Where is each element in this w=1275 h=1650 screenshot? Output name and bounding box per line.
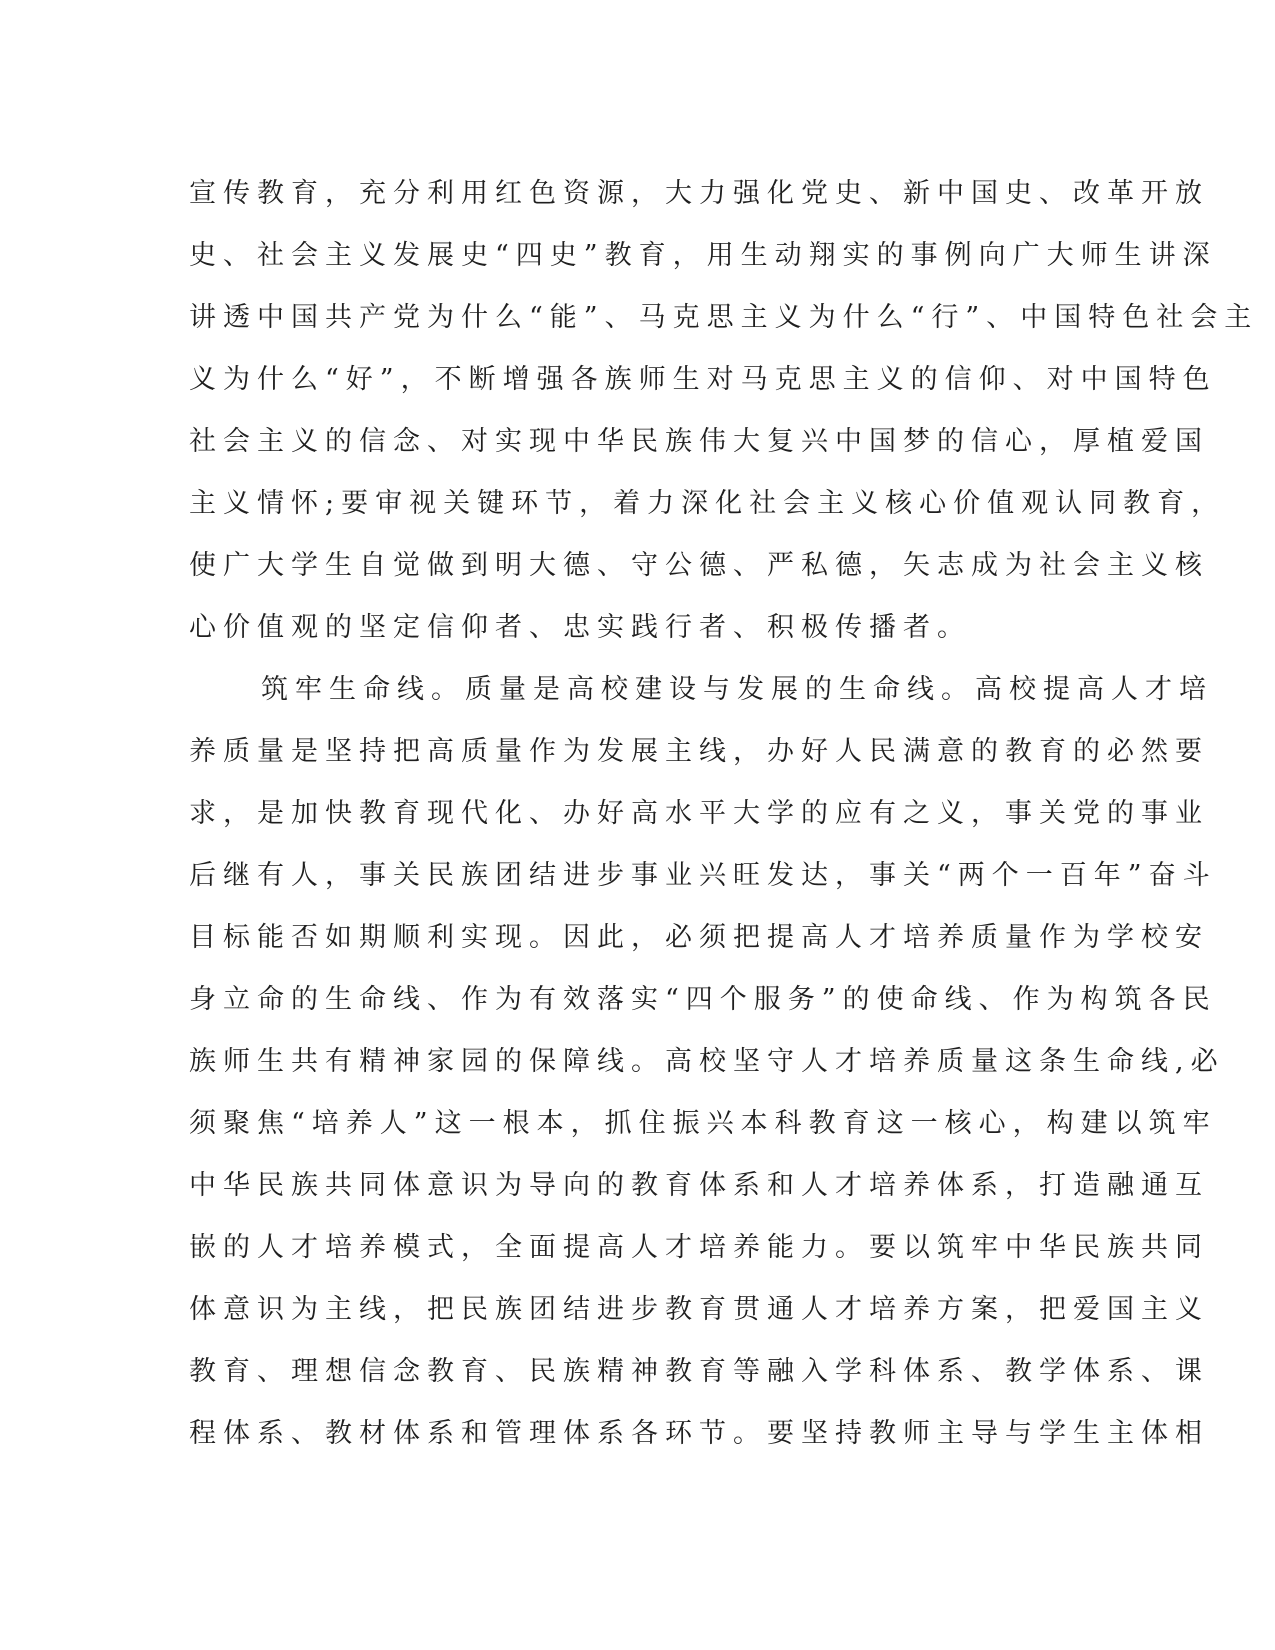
- text-line: 讲透中国共产党为什么“能”、马克思主义为什么“行”、中国特色社会主: [189, 302, 1259, 333]
- text-line: 心价值观的坚定信仰者、忠实践行者、积极传播者。: [189, 612, 971, 643]
- paragraph-start-line: 筑牢生命线。质量是高校建设与发展的生命线。高校提高人才培: [261, 674, 1213, 705]
- text-line: 义为什么“好”，不断增强各族师生对马克思主义的信仰、对中国特色: [189, 364, 1217, 395]
- text-line: 身立命的生命线、作为有效落实“四个服务”的使命线、作为构筑各民: [189, 984, 1217, 1015]
- text-line: 求，是加快教育现代化、办好高水平大学的应有之义，事关党的事业: [189, 798, 1209, 829]
- text-line: 程体系、教材体系和管理体系各环节。要坚持教师主导与学生主体相: [189, 1418, 1209, 1449]
- text-line: 嵌的人才培养模式，全面提高人才培养能力。要以筑牢中华民族共同: [189, 1232, 1209, 1263]
- text-line: 教育、理想信念教育、民族精神教育等融入学科体系、教学体系、课: [189, 1356, 1209, 1387]
- text-line: 后继有人，事关民族团结进步事业兴旺发达，事关“两个一百年”奋斗: [189, 860, 1217, 891]
- text-line: 史、社会主义发展史“四史”教育，用生动翔实的事例向广大师生讲深: [189, 240, 1217, 271]
- text-line: 族师生共有精神家园的保障线。高校坚守人才培养质量这条生命线,必: [189, 1046, 1225, 1077]
- body-text: [189, 163, 1259, 1465]
- text-line: 中华民族共同体意识为导向的教育体系和人才培养体系，打造融通互: [189, 1170, 1209, 1201]
- text-line: 须聚焦“培养人”这一根本，抓住振兴本科教育这一核心，构建以筑牢: [189, 1108, 1217, 1139]
- text-line: 养质量是坚持把高质量作为发展主线，办好人民满意的教育的必然要: [189, 736, 1209, 767]
- text-line: 目标能否如期顺利实现。因此，必须把提高人才培养质量作为学校安: [189, 922, 1209, 953]
- text-line: 体意识为主线，把民族团结进步教育贯通人才培养方案，把爱国主义: [189, 1294, 1209, 1325]
- text-line: 主义情怀;要审视关键环节，着力深化社会主义核心价值观认同教育，: [189, 488, 1226, 519]
- text-line: 宣传教育，充分利用红色资源，大力强化党史、新中国史、改革开放: [189, 178, 1209, 209]
- text-line: 使广大学生自觉做到明大德、守公德、严私德，矢志成为社会主义核: [189, 550, 1209, 581]
- text-line: 社会主义的信念、对实现中华民族伟大复兴中国梦的信心，厚植爱国: [189, 426, 1209, 457]
